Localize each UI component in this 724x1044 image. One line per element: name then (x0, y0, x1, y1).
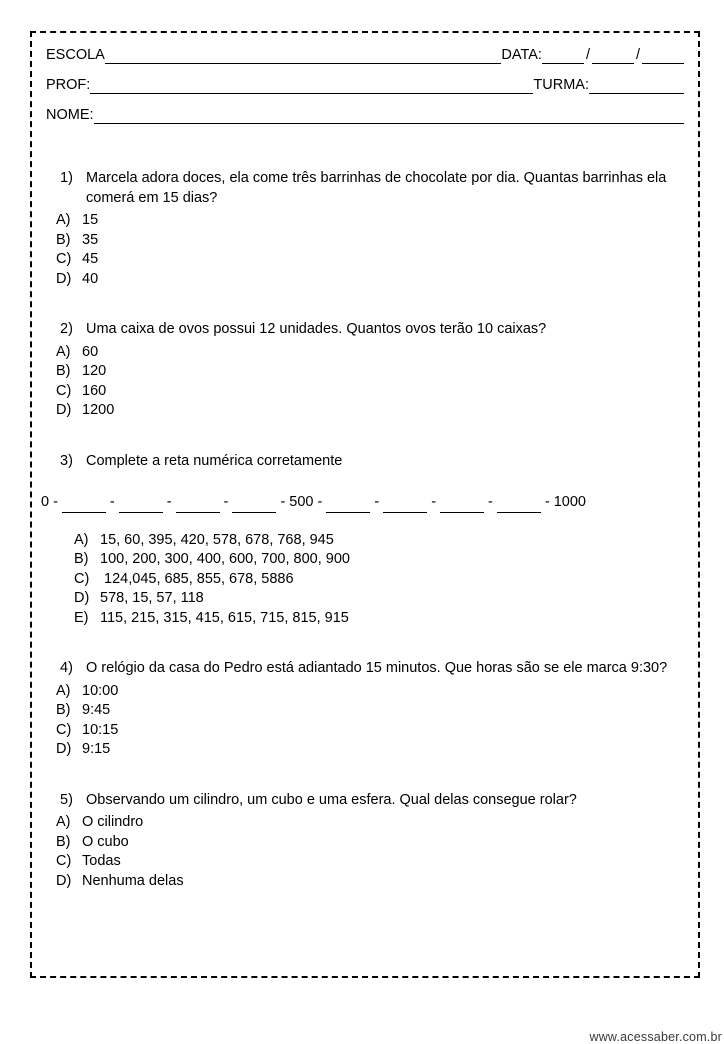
option-text: 578, 15, 57, 118 (100, 590, 204, 606)
number-line-blank-2[interactable] (119, 499, 163, 513)
number-line-dash: - (166, 494, 172, 510)
option-letter: C) (56, 251, 72, 267)
number-line-middle: 500 (289, 494, 314, 510)
option-text: Nenhuma delas (82, 872, 184, 889)
number-line-dash: - (544, 494, 550, 510)
teacher-input-blank[interactable] (90, 80, 533, 94)
question-2-number: 2) (60, 321, 73, 337)
option-letter: D) (56, 402, 72, 418)
question-3-text: Complete a reta numérica corretamente (86, 452, 343, 469)
question-5-option-c[interactable] (56, 852, 680, 872)
option-text: 1200 (82, 402, 115, 418)
option-text: 160 (82, 382, 107, 399)
name-label: NOME: (46, 107, 94, 123)
option-letter: A) (56, 814, 71, 830)
number-line-blank-7[interactable] (440, 499, 484, 513)
question-4-option-b[interactable] (56, 701, 680, 721)
class-label: TURMA: (533, 77, 589, 93)
option-text: 15 (82, 212, 99, 228)
number-line-end: 1000 (553, 494, 586, 510)
question-4-option-a[interactable] (56, 682, 680, 702)
question-5-option-b[interactable] (56, 833, 680, 853)
option-letter: B) (74, 551, 89, 567)
question-2-prompt (60, 320, 680, 340)
number-line-dash: - (223, 494, 229, 510)
question-2-option-c[interactable] (56, 382, 680, 402)
option-letter: B) (56, 363, 71, 379)
option-letter: C) (56, 853, 72, 869)
number-line-blank-4[interactable] (232, 499, 276, 513)
number-line-blank-8[interactable] (497, 499, 541, 513)
number-line-dash: - (53, 494, 58, 510)
question-3-option-c[interactable] (74, 570, 680, 590)
footer-watermark: www.acessaber.com.br (589, 1030, 722, 1044)
student-header-block (32, 33, 698, 124)
number-line-blank-5[interactable] (326, 499, 370, 513)
number-line-dash: - (374, 494, 380, 510)
number-line-start: 0 (41, 494, 50, 510)
option-letter: C) (74, 570, 90, 587)
questions-list (32, 137, 698, 891)
option-text: Todas (82, 853, 121, 869)
option-text: 120 (82, 363, 107, 379)
option-letter: B) (56, 833, 71, 850)
option-letter: A) (56, 682, 71, 699)
date-month-blank[interactable] (592, 50, 634, 64)
question-1-number: 1) (60, 170, 73, 186)
question-3-number: 3) (60, 452, 73, 469)
option-text: 15, 60, 395, 420, 578, 678, 768, 945 (100, 531, 334, 548)
option-text: 35 (82, 231, 99, 248)
question-1-option-a[interactable] (56, 211, 680, 231)
question-3-prompt (60, 452, 680, 472)
teacher-class-row (46, 77, 684, 94)
question-4-option-c[interactable] (56, 721, 680, 741)
option-letter: D) (56, 741, 72, 757)
date-separator-2: / (635, 47, 640, 63)
question-2-option-a[interactable] (56, 343, 680, 363)
number-line-dash: - (317, 494, 323, 510)
number-line (41, 493, 680, 513)
question-3-option-b[interactable] (74, 550, 680, 570)
question-1-option-b[interactable] (56, 231, 680, 251)
option-text: 45 (82, 251, 99, 267)
question-1-option-d[interactable] (56, 270, 680, 290)
option-letter: D) (56, 872, 72, 889)
question-5-option-a[interactable] (56, 813, 680, 833)
option-letter: D) (74, 590, 90, 606)
question-2-text: Uma caixa de ovos possui 12 unidades. Quantos ovos terão 10 caixas? (86, 321, 547, 337)
question-1-text: Marcela adora doces, ela come três barrinhas de chocolate por dia. Quantas barrinhas ela comerá em 15 dias? (86, 170, 667, 206)
class-input-blank[interactable] (589, 80, 684, 94)
number-line-dash: - (280, 494, 286, 510)
question-2-option-b[interactable] (56, 362, 680, 382)
option-text: 10:00 (82, 682, 119, 699)
option-letter: B) (56, 702, 71, 718)
question-4-option-d[interactable] (56, 740, 680, 760)
option-text: 9:15 (82, 741, 111, 757)
option-letter: A) (56, 212, 71, 228)
option-letter: C) (56, 721, 72, 738)
question-2-option-d[interactable] (56, 401, 680, 421)
worksheet-border (30, 31, 722, 1044)
option-text: O cubo (82, 833, 129, 850)
number-line-blank-3[interactable] (176, 499, 220, 513)
date-year-blank[interactable] (642, 50, 684, 64)
option-text: 10:15 (82, 721, 119, 738)
question-5-prompt (60, 791, 680, 811)
school-input-blank[interactable] (105, 50, 502, 64)
question-5-text: Observando um cilindro, um cubo e uma esfera. Qual delas consegue rolar? (86, 791, 577, 808)
option-text: 60 (82, 343, 99, 360)
question-1 (56, 169, 680, 289)
question-5-number: 5) (60, 791, 73, 808)
option-text: 115, 215, 315, 415, 615, 715, 815, 915 (100, 609, 349, 626)
question-3-option-e[interactable] (74, 609, 680, 629)
option-text: 9:45 (82, 702, 111, 718)
question-5-option-d[interactable] (56, 872, 680, 892)
teacher-label: PROF: (46, 77, 91, 93)
question-1-prompt (60, 169, 680, 208)
option-letter: E) (74, 609, 89, 626)
number-line-blank-6[interactable] (383, 499, 427, 513)
number-line-dash: - (431, 494, 437, 510)
option-text: O cilindro (82, 814, 144, 830)
question-4-text: O relógio da casa do Pedro está adiantado 15 minutos. Que horas são se ele marca 9:30? (86, 660, 668, 676)
date-separator-1: / (585, 47, 590, 63)
question-4-number: 4) (60, 660, 73, 676)
question-3-option-a[interactable] (74, 531, 680, 551)
number-line-dash: - (109, 494, 115, 510)
question-3-options (60, 531, 680, 629)
question-3 (41, 452, 680, 629)
option-letter: D) (56, 270, 72, 287)
name-row (46, 107, 684, 124)
question-4-prompt (60, 659, 680, 679)
date-day-blank[interactable] (542, 50, 584, 64)
question-5 (56, 791, 680, 892)
name-input-blank[interactable] (94, 110, 684, 124)
question-1-option-c[interactable] (56, 250, 680, 270)
option-letter: C) (56, 382, 72, 399)
option-text: 124,045, 685, 855, 678, 5886 (100, 570, 294, 587)
question-4 (56, 659, 680, 760)
option-letter: B) (56, 231, 71, 248)
question-3-option-d[interactable] (74, 589, 680, 609)
school-date-row (46, 47, 684, 64)
option-letter: A) (74, 531, 89, 548)
number-line-dash: - (488, 494, 493, 510)
option-text: 40 (82, 270, 99, 287)
number-line-blank-1[interactable] (62, 499, 106, 513)
date-label: DATA: (501, 47, 542, 63)
option-letter: A) (56, 343, 71, 360)
option-text: 100, 200, 300, 400, 600, 700, 800, 900 (100, 551, 350, 567)
question-2 (56, 320, 680, 421)
school-label: ESCOLA (46, 47, 105, 63)
